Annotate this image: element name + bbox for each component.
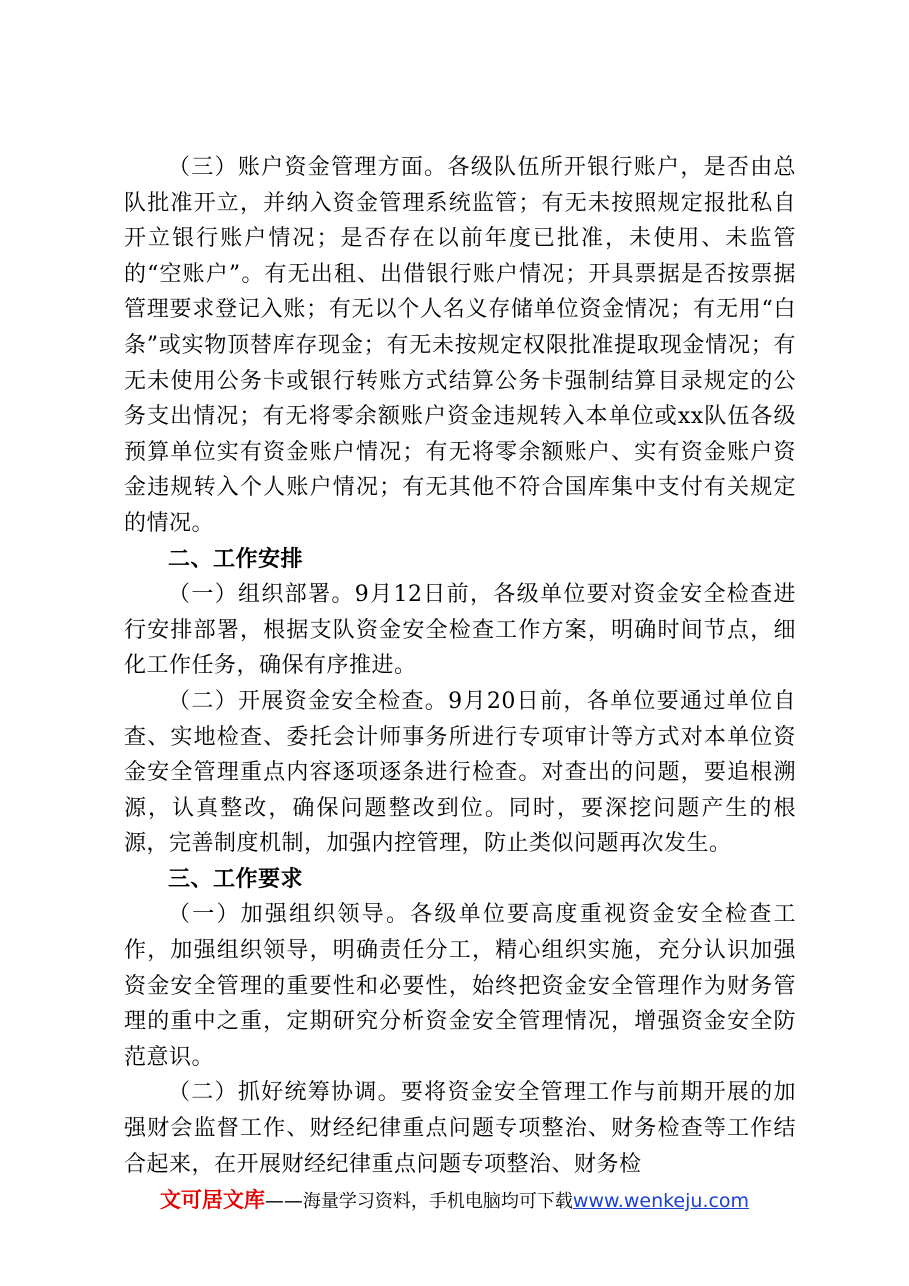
paragraph-conduct-inspection: （二）开展资金安全检查。9月20日前，各单位要通过单位自查、实地检查、委托会计师事务所进行专项审计等方式对本单位资金安全管理重点内容逐项逐条进行检查。对查出的问题，要追根溯源，认真整改，确保问题整改到位。同时，要深挖问题产生的根源，完善制度机制，加强内控管理，防止类似问题再次发生。 xyxy=(124,688,796,857)
section-heading-work-arrangement: 二、工作安排 xyxy=(168,546,304,572)
footer-banner xyxy=(0,1184,909,1214)
paragraph-strengthen-leadership: （一）加强组织领导。各级单位要高度重视资金安全检查工作，加强组织领导，明确责任分工，精心组织实施，充分认识加强资金安全管理的重要性和必要性，始终把资金安全管理作为财务管理的重中之重，定期研究分析资金安全管理情况，增强资金安全防范意识。 xyxy=(124,902,796,1070)
footer-url-link[interactable]: www.wenkeju.com xyxy=(572,1190,750,1212)
footer-slogan: 海量学习资料，手机电脑均可下载 xyxy=(302,1191,573,1212)
paragraph-organize-deploy: （一）组织部署。9月12日前，各级单位要对资金安全检查进行安排部署，根据支队资金安全检查工作方案，明确时间节点，细化工作任务，确保有序推进。 xyxy=(124,582,796,679)
paragraph-coordination: （二）抓好统筹协调。要将资金安全管理工作与前期开展的加强财会监督工作、财经纪律重点问题专项整治、财务检查等工作结合起来，在开展财经纪律重点问题专项整治、财务检 xyxy=(124,1080,796,1177)
footer-brand: 文可居文库 xyxy=(159,1188,265,1212)
footer-dash: —— xyxy=(264,1190,303,1212)
section-heading-work-requirements: 三、工作要求 xyxy=(168,866,304,892)
document-body xyxy=(124,150,796,1182)
paragraph-account-management: （三）账户资金管理方面。各级队伍所开银行账户，是否由总队批准开立，并纳入资金管理系统监管；有无未按照规定报批私自开立银行账户情况；是否存在以前年度已批准，未使用、未监管的“空账户”。有无出租、出借银行账户情况；开具票据是否按票据管理要求登记入账；有无以个人名义存储单位资金情况；有无用“白条”或实物顶替库存现金；有无未按规定权限批准提取现金情况；有无未使用公务卡或银行转账方式结算公务卡强制结算目录规定的公务支出情况；有无将零余额账户资金违规转入本单位或xx队伍各级预算单位实有资金账户情况；有无将零余额账户、实有资金账户资金违规转入个人账户情况；有无其他不符合国库集中支付有关规定的情况。 xyxy=(124,155,796,536)
